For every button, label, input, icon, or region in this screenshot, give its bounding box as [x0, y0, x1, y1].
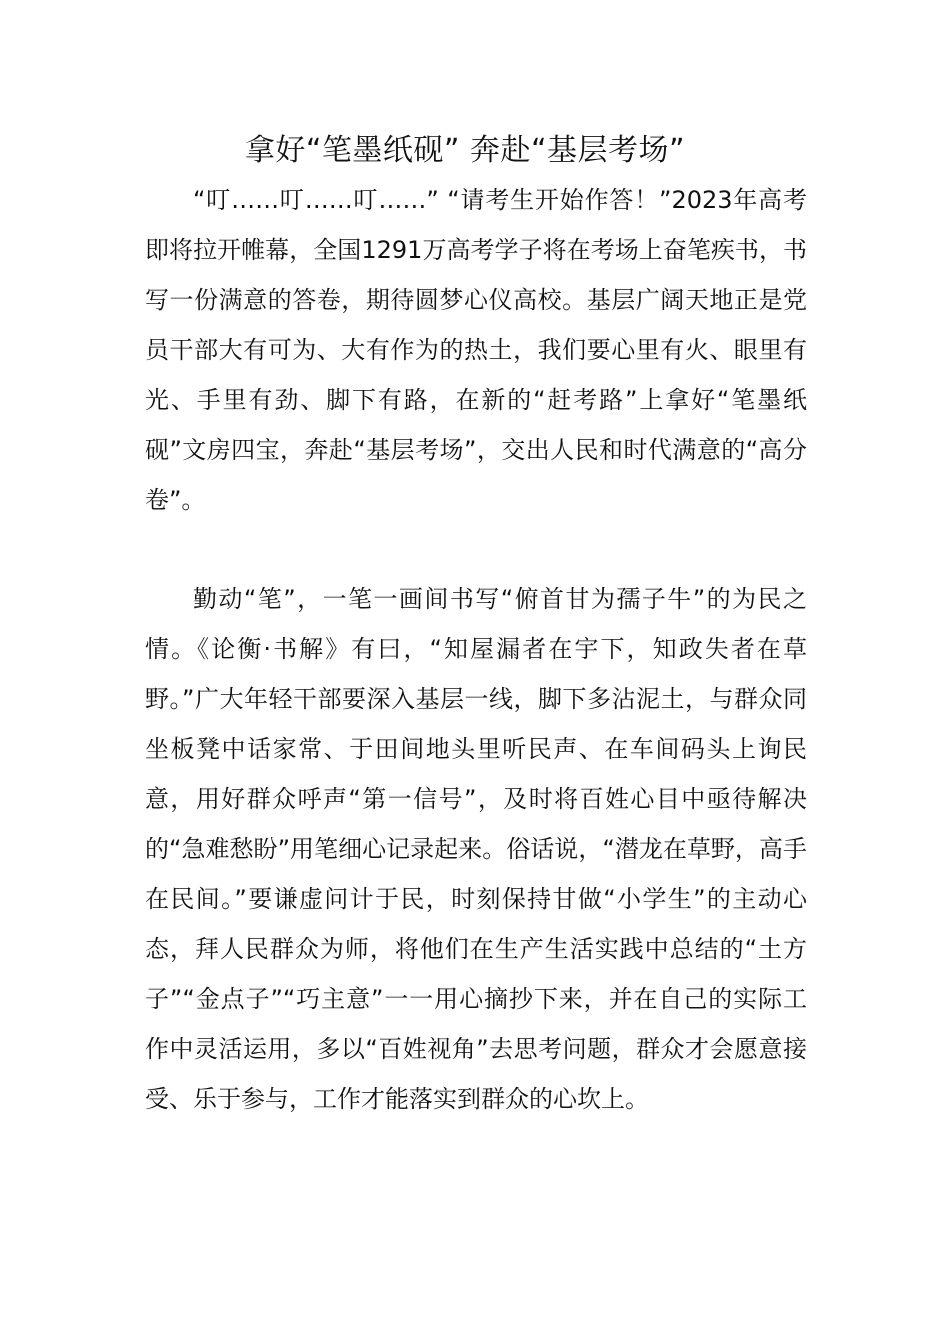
body-paragraph-2: 勤动“笔”，一笔一画间书写“俯首甘为孺子牛”的为民之情。《论衡·书解》有曰，“知屋漏者在宇下，知政失者在草野。”广大年轻干部要深入基层一线，脚下多沾泥土，与群众同坐板凳中话家常、于田间地头里听民声、在车间码头上询民意，用好群众呼声“第一信号”，及时将百姓心目中亟待解决的“急难愁盼”用笔细心记录起来。俗话说，“潜龙在草野，高手在民间。”要谦虚问计于民，时刻保持甘做“小学生”的主动心态，拜人民群众为师，将他们在生产生活实践中总结的“土方子”“金点子”“巧主意”一一用心摘抄下来，并在自己的实际工作中灵活运用，多以“百姓视角”去思考问题，群众才会愿意接受、乐于参与，工作才能落实到群众的心坎上。	[145, 585, 807, 1113]
body-paragraph-1: “叮……叮……叮……” “请考生开始作答！”2023年高考即将拉开帷幕，全国1291万高考学子将在考场上奋笔疾书，书写一份满意的答卷，期待圆梦心仪高校。基层广阔天地正是党员干部大有可为、大有作为的热土，我们要心里有火、眼里有光、手里有劲、脚下有路，在新的“赶考路”上拿好“笔墨纸砚”文房四宝，奔赴“基层考场”，交出人民和时代满意的“高分卷”。	[145, 186, 807, 514]
document-title: 拿好“笔墨纸砚” 奔赴“基层考场”	[244, 133, 686, 168]
